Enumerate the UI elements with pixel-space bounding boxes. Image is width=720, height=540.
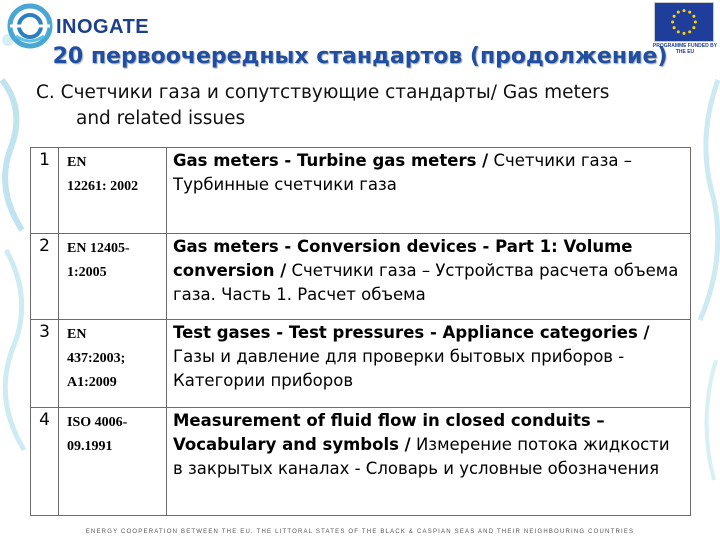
standard-description xyxy=(167,148,691,234)
subtitle-line-2: and related issues xyxy=(76,108,246,129)
code-line: EN 12405- xyxy=(67,241,130,256)
eu-caption: PROGRAMME FUNDED BY THE EU xyxy=(652,43,718,55)
section-subtitle xyxy=(36,80,696,132)
code-line: 1:2005 xyxy=(67,265,107,280)
code-line: 09.1991 xyxy=(67,439,113,454)
description-russian: Газы и давление для проверки бытовых приборов - Категории приборов xyxy=(173,347,625,390)
row-number: 4 xyxy=(31,408,59,516)
standard-code xyxy=(59,408,167,516)
code-line: A1:2009 xyxy=(67,375,117,390)
standards-table xyxy=(30,147,691,516)
code-line: EN xyxy=(67,155,87,170)
description-english: Gas meters - Turbine gas meters / xyxy=(173,151,489,170)
standard-description xyxy=(167,320,691,408)
description-english: Measurement of fluid flow in closed conduits – Vocabulary and symbols / xyxy=(173,411,605,454)
row-number: 3 xyxy=(31,320,59,408)
eu-flag-icon xyxy=(654,2,714,42)
footer-tagline: ENERGY COOPERATION BETWEEN THE EU, THE LITTORAL STATES OF THE BLACK & CASPIAN SEAS AND THEIR NEIGHBOURING COUNTRIES xyxy=(85,529,635,535)
standard-code xyxy=(59,234,167,320)
subtitle-line-1: C. Счетчики газа и сопутствующие стандарты/ Gas meters xyxy=(36,82,610,103)
code-line: ISO 4006- xyxy=(67,415,128,430)
description-russian: Счетчики газа – Устройства расчета объема газа. Часть 1. Расчет объема xyxy=(173,261,679,304)
code-line: EN xyxy=(67,327,87,342)
table-row xyxy=(31,408,691,516)
row-number: 1 xyxy=(31,148,59,234)
standard-description xyxy=(167,408,691,516)
decorative-swirl-right xyxy=(692,60,720,530)
logo-wordmark: INOGATE xyxy=(56,16,150,38)
table-row xyxy=(31,320,691,408)
description-english: Gas meters - Conversion devices - Part 1: Volume conversion / xyxy=(173,237,633,280)
code-line: 12261: 2002 xyxy=(67,179,139,194)
table-row xyxy=(31,234,691,320)
row-number: 2 xyxy=(31,234,59,320)
page-title: 20 первоочередных стандартов (продолжение) xyxy=(52,44,668,69)
description-russian: Измерение потока жидкости в закрытых каналах - Словарь и условные обозначения xyxy=(173,435,670,478)
table-row xyxy=(31,148,691,234)
standard-code xyxy=(59,320,167,408)
standard-description xyxy=(167,234,691,320)
code-line: 437:2003; xyxy=(67,351,126,366)
standard-code xyxy=(59,148,167,234)
inogate-logo xyxy=(6,2,156,50)
inogate-emblem-icon xyxy=(6,2,54,50)
description-english: Test gases - Test pressures - Appliance categories / xyxy=(173,323,650,342)
description-russian: Счетчики газа – Турбинные счетчики газа xyxy=(173,151,633,194)
